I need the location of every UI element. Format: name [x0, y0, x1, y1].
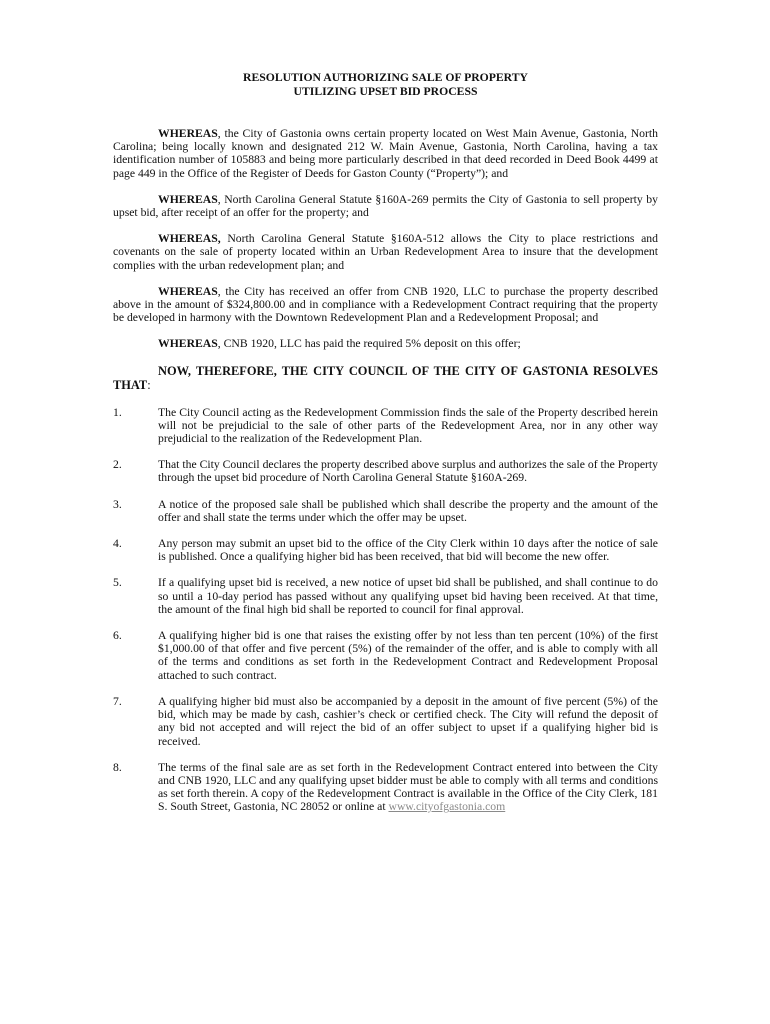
item-number: 4.	[113, 537, 122, 551]
title-line-2: UTILIZING UPSET BID PROCESS	[293, 85, 478, 98]
whereas-keyword: WHEREAS	[158, 192, 218, 206]
item-text: That the City Council declares the property described above surplus and authorizes the sale of the Property through the upset bid procedure of North Carolina General Statute §160A-269.	[158, 458, 658, 485]
whereas-paragraph-2	[113, 193, 658, 219]
whereas-text: , the City of Gastonia owns certain property located on West Main Avenue, Gastonia, North Carolina; being locally known and designated 212 W. Main Avenue, Gastonia, North Carolina, having a tax identification number of 105883 and being more particularly described in that deed recorded in Deed Book 4499 at page 449 in the Office of the Register of Deeds for Gaston County (“Property”); and	[113, 127, 658, 180]
item-text: If a qualifying upset bid is received, a new notice of upset bid shall be published, and shall continue to do so until a 10-day period has passed without any qualifying upset bid having been received. At that time, the amount of the final high bid shall be reported to council for final approval.	[158, 576, 658, 616]
item-number: 5.	[113, 576, 122, 590]
resolves-clause	[113, 364, 658, 392]
document-page	[113, 71, 658, 814]
item-number: 3.	[113, 497, 122, 511]
resolution-item-1	[113, 406, 658, 446]
whereas-text: , North Carolina General Statute §160A-269 permits the City of Gastonia to sell property by upset bid, after receipt of an offer for the property; and	[113, 192, 658, 220]
item-number: 6.	[113, 629, 122, 643]
resolution-item-5	[113, 576, 658, 616]
item-text: The City Council acting as the Redevelopment Commission finds the sale of the Property described herein will not be prejudicial to the sale of other parts of the Redevelopment Area, nor in any other way prejudicial to the realization of the Redevelopment Plan.	[158, 405, 658, 446]
resolution-item-3	[113, 498, 658, 524]
city-website-link[interactable]: www.cityofgastonia.com	[388, 800, 506, 814]
whereas-paragraph-1	[113, 127, 658, 180]
resolution-item-7	[113, 695, 658, 748]
whereas-keyword: WHEREAS	[158, 127, 218, 140]
item-text: Any person may submit an upset bid to the office of the City Clerk within 10 days after the notice of sale is published. Once a qualifying higher bid has been received, that bid will become the new offer.	[158, 537, 658, 564]
item-number: 7.	[113, 694, 122, 708]
resolution-items	[113, 406, 658, 814]
resolution-item-8	[113, 761, 658, 814]
whereas-keyword: WHEREAS,	[158, 232, 221, 246]
whereas-paragraph-3	[113, 232, 658, 272]
item-number: 1.	[113, 405, 122, 419]
resolution-item-2	[113, 458, 658, 484]
item-text	[158, 761, 658, 814]
item-text: A notice of the proposed sale shall be published which shall describe the property and the amount of the offer and shall state the terms under which the offer may be upset.	[158, 497, 658, 524]
item-text: A qualifying higher bid is one that raises the existing offer by not less than ten percent (10%) of the first $1,000.00 of that offer and five percent (5%) of the remainder of the offer, and is able to comply with all of the terms and conditions as set forth in the Redevelopment Contract and Redevelopment Proposal attached to such contract.	[158, 629, 658, 682]
title-line-1: RESOLUTION AUTHORIZING SALE OF PROPERTY	[243, 71, 528, 84]
whereas-paragraph-4	[113, 285, 658, 325]
whereas-text: , the City has received an offer from CNB 1920, LLC to purchase the property described above in the amount of $324,800.00 and in compliance with a Redevelopment Contract requiring that the property be developed in harmony with the Downtown Redevelopment Plan and a Redevelopment Proposal; and	[113, 284, 658, 325]
whereas-text: , CNB 1920, LLC has paid the required 5% deposit on this offer;	[217, 337, 521, 351]
whereas-keyword: WHEREAS	[158, 284, 218, 298]
resolves-colon: :	[147, 377, 151, 392]
item-text: A qualifying higher bid must also be accompanied by a deposit in the amount of five percent (5%) of the bid, which may be made by cash, cashier’s check or certified check. The City will refund the deposit of any bid not accepted and will reject the bid of an offer subject to upset if a qualifying higher bid is received.	[158, 694, 658, 748]
whereas-keyword: WHEREAS	[158, 337, 218, 351]
resolution-item-4	[113, 537, 658, 563]
whereas-text: North Carolina General Statute §160A-512 allows the City to place restrictions and covenants on the sale of property located within an Urban Redevelopment Area to insure that the development complies with the urban redevelopment plan; and	[113, 232, 658, 272]
whereas-paragraph-5	[113, 337, 658, 350]
resolves-text: NOW, THEREFORE, THE CITY COUNCIL OF THE CITY OF GASTONIA RESOLVES THAT	[113, 363, 658, 392]
resolution-item-6	[113, 629, 658, 682]
item-text-body: The terms of the final sale are as set forth in the Redevelopment Contract entered into between the City and CNB 1920, LLC and any qualifying upset bidder must be able to comply with all terms and conditions as set forth therein. A copy of the Redevelopment Contract is available in the Office of the City Clerk, 181 S. South Street, Gastonia, NC 28052 or online at	[158, 760, 658, 814]
item-number: 2.	[113, 458, 122, 472]
document-title	[113, 71, 658, 99]
item-number: 8.	[113, 760, 122, 774]
